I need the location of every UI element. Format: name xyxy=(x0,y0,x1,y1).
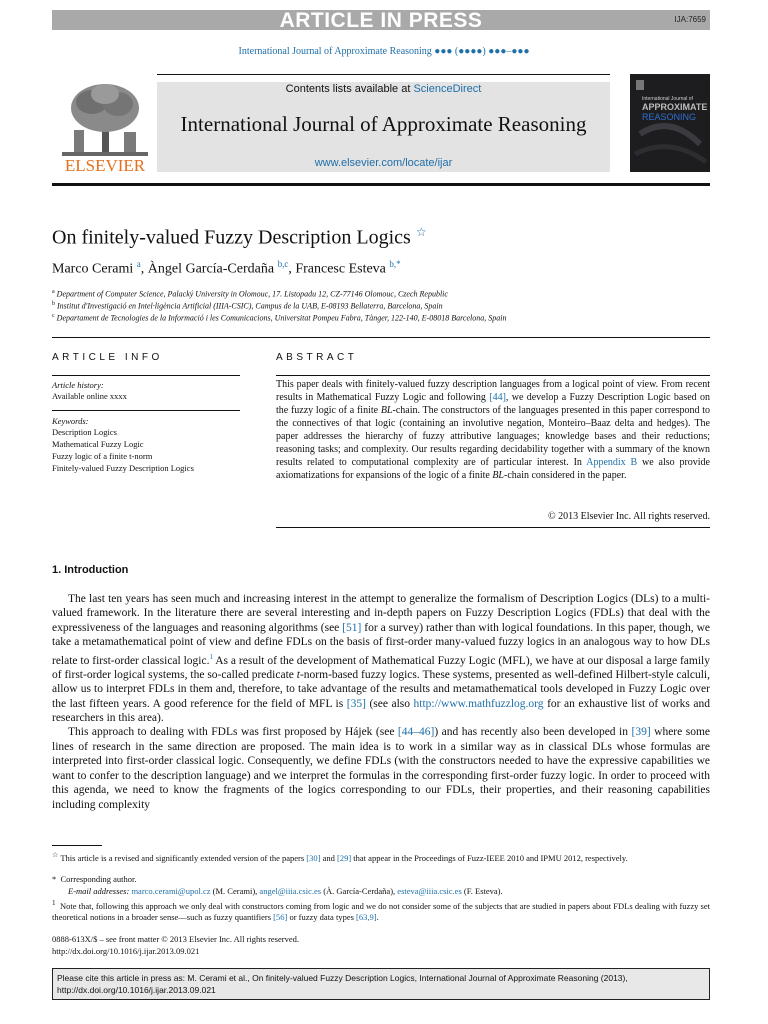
keyword: Mathematical Fuzzy Logic xyxy=(52,439,144,449)
text-run: Note that, following this approach we only deal with constructors coming from logic and we do not consider some of the subjects that are studied in papers about FDLs dealing with fuzzy set theoretical notions in a broader sense—such as fuzzy quantifiers xyxy=(52,900,710,923)
keywords-rule xyxy=(52,410,240,411)
sciencedirect-link[interactable]: ScienceDirect xyxy=(413,83,482,95)
masthead-thick-rule xyxy=(52,183,710,186)
author-affiliation-mark[interactable]: a xyxy=(136,259,141,269)
elsevier-wordmark: ELSEVIER xyxy=(64,156,146,175)
email-link[interactable]: angel@iiia.csic.es xyxy=(259,886,322,896)
keyword: Description Logics xyxy=(52,427,117,437)
reference-link[interactable]: [39] xyxy=(631,726,651,739)
text-run: or fuzzy data types xyxy=(287,912,357,923)
front-rule xyxy=(52,337,710,338)
section-heading: 1. Introduction xyxy=(52,564,129,576)
text-run: Corresponding author. xyxy=(60,874,137,884)
text-run: The last ten years has seen much and increasing interest in the attempt to generalize the formalism of Description Logics (DLs) to a multi-valued framework. In the literature there are several interesting and in-depth papers on Fuzzy Description Logics (FDLs) that deal with the expressiveness of the languages and reasoning algorithms (see xyxy=(52,593,710,634)
reference-link[interactable]: [44–46] xyxy=(397,726,435,739)
footnote-star xyxy=(52,850,710,864)
abstract-rule xyxy=(276,375,710,376)
affiliation-c xyxy=(52,313,506,323)
text-run: (M. Cerami), xyxy=(210,886,260,896)
reference-link[interactable]: [56] xyxy=(273,912,288,923)
text-run: that appear in the Proceedings of Fuzz-IEEE 2010 and IPMU 2012, respectively. xyxy=(351,852,628,863)
history-label: Article history: xyxy=(52,380,104,390)
affiliation-text: Institut d'Investigació en Intel·ligència Artificial (IIIA-CSIC), Campus de la UAB, E-08193 Bellaterra, Barcelona, Spain xyxy=(57,301,443,311)
affiliation-mark: c xyxy=(52,313,55,319)
reference-link[interactable]: [29] xyxy=(337,852,352,863)
keywords-label: Keywords: xyxy=(52,416,89,426)
journal-citation-line[interactable]: International Journal of Approximate Reasoning ●●● (●●●●) ●●●–●●● xyxy=(238,46,530,57)
abstract-text-run: , we develop a Fuzzy Description Logic based on the fuzzy logic of a finite xyxy=(276,392,710,416)
abstract-bottom-rule xyxy=(276,527,710,528)
abstract-text-run: we also provide axiomatizations for expansions of the logic of a finite xyxy=(276,457,710,481)
doi-link[interactable]: http://dx.doi.org/10.1016/j.ijar.2013.09.021 xyxy=(52,946,200,956)
abstract-text-run: BL xyxy=(492,470,504,481)
elsevier-logo xyxy=(52,80,158,175)
article-in-press-banner xyxy=(52,10,710,30)
text-run: t xyxy=(296,668,300,681)
issn-line: 0888-613X/$ – see front matter © 2013 Elsevier Inc. All rights reserved. xyxy=(52,934,299,944)
affiliation-mark: a xyxy=(52,289,55,295)
citation-doi[interactable]: http://dx.doi.org/10.1016/j.ijar.2013.09.021 xyxy=(57,985,216,995)
reference-link[interactable]: [63,9] xyxy=(356,912,377,923)
text-run: ) and has recently also been developed in xyxy=(434,726,632,739)
paper-title-text: On finitely-valued Fuzzy Description Logics xyxy=(52,226,411,249)
footnote-emails xyxy=(68,886,710,898)
citation-box xyxy=(52,968,710,1000)
journal-masthead xyxy=(157,82,610,172)
contents-line xyxy=(157,83,610,95)
text-run: (À. García-Cerdaña), xyxy=(321,886,398,896)
paragraph xyxy=(52,592,710,725)
contents-prefix: Contents lists available at xyxy=(285,83,414,95)
text-run: . xyxy=(376,912,379,923)
elsevier-tree-icon xyxy=(52,80,158,158)
keyword: Finitely-valued Fuzzy Description Logics xyxy=(52,463,194,473)
footnote-mark: * xyxy=(52,874,57,884)
abstract-text xyxy=(276,378,710,482)
reference-link[interactable]: [30] xyxy=(306,852,321,863)
text-run: As a result of the development of Mathematical Fuzzy Logic (MFL), we have at our disposal a large family of first-order logical systems, the so-called predicate xyxy=(52,654,710,681)
reference-link[interactable]: [51] xyxy=(342,621,362,634)
cover-line-3: REASONING xyxy=(642,112,697,122)
text-run: (see also xyxy=(365,697,414,710)
text-run: E-mail addresses: xyxy=(68,886,130,896)
journal-url-link[interactable]: www.elsevier.com/locate/ijar xyxy=(314,157,453,169)
author-affiliation-mark[interactable]: b,* xyxy=(389,259,401,269)
paper-title xyxy=(52,225,427,250)
journal-cover-image xyxy=(630,74,710,172)
text-run: (F. Esteva). xyxy=(461,886,503,896)
footnote-1 xyxy=(52,898,710,924)
footnote-mark: 1 xyxy=(52,899,56,907)
abstract-text-run: -chain considered in the paper. xyxy=(504,470,627,481)
cover-line-2: APPROXIMATE xyxy=(642,102,708,112)
cover-art-icon xyxy=(630,74,710,172)
banner-title: ARTICLE IN PRESS xyxy=(279,9,483,32)
journal-title: International Journal of Approximate Reasoning xyxy=(180,112,587,136)
mathfuzzlog-link[interactable]: http://www.mathfuzzlog.org xyxy=(413,697,544,710)
reference-link[interactable]: [35] xyxy=(346,697,366,710)
section-body xyxy=(52,592,710,812)
author-affiliation-mark[interactable]: b,c xyxy=(277,259,289,269)
abstract-text-run: -chain. The constructors of the languages presented in this paper correspond to the connectives of that logic (containing an involutive negation, Monteiro–Baaz delta and hedges). The paper addresses the hierarchy of fuzzy attributive languages; knowledge bases and their reductions; reasoning tasks; and complexity. Our results regarding decidability together with a summary of the known results related to computational complexity are of particular interest. In xyxy=(276,405,711,468)
copyright-notice: © 2013 Elsevier Inc. All rights reserved. xyxy=(547,511,710,522)
author-list: Marco Cerami $^a$, Àngel García-Cerdaña $^{b,c}$, Francesc Esteva $^{b,*}$ xyxy=(52,259,401,277)
article-code: IJA:7659 xyxy=(674,15,706,24)
footnote-link[interactable]: 1 xyxy=(209,652,213,661)
text-run: for an exhaustive list of works and researchers in this area). xyxy=(52,697,710,725)
author-name: Àngel García-Cerdaña xyxy=(147,261,275,277)
title-footnote-star[interactable]: ☆ xyxy=(415,225,427,239)
affiliation-text: Departament de Tecnologies de la Informació i les Comunicacions, Universitat Pompeu Fabra, Tànger, 122-140, E-08018 Barcelona, Spain xyxy=(56,313,507,323)
history-value: Available online xxxx xyxy=(52,391,127,401)
author-name: Francesc Esteva xyxy=(295,261,386,277)
email-link[interactable]: esteva@iiia.csic.es xyxy=(397,886,462,896)
abstract-heading: ABSTRACT xyxy=(276,352,358,363)
article-info-heading: ARTICLE INFO xyxy=(52,352,163,363)
text-run: for a survey) rather than with logical foundations. In this paper, though, we take a metamathematical point of view and define FDLs on the basis of first-order many-valued fuzzy logics in an analogous way to how DLs relate to first-order classical logic. xyxy=(52,621,710,667)
cover-line-1: International Journal of xyxy=(642,96,693,102)
text-run: and xyxy=(320,852,337,863)
affiliation-a xyxy=(52,289,448,299)
text-run: -norm-based fuzzy logics. These systems, presented as well-defined Hilbert-style calculi, allow us to interpret FDLs in them and, therefore, to take advantage of the results and metamathematical tools developed in Fuzzy Logic over the last fifteen years. A good reference for the field of MFL is xyxy=(52,668,710,710)
abstract-text-run: BL xyxy=(380,405,393,416)
keyword: Fuzzy logic of a finite t-norm xyxy=(52,451,153,461)
affiliation-mark: b xyxy=(52,301,55,307)
affiliation-b xyxy=(52,301,443,311)
text-run: This article is a revised and significantly extended version of the papers xyxy=(60,852,307,863)
text-run: This approach to dealing with FDLs was first proposed by Hájek (see xyxy=(68,726,398,739)
appendix-link[interactable]: Appendix B xyxy=(586,457,638,468)
email-link[interactable]: marco.cerami@upol.cz xyxy=(131,886,211,896)
paragraph xyxy=(52,725,710,811)
article-info-rule xyxy=(52,375,240,376)
affiliation-text: Department of Computer Science, Palacký University in Olomouc, 17. Listopadu 12, CZ-77146 Olomouc, Czech Republic xyxy=(56,289,448,299)
reference-link[interactable]: [44] xyxy=(489,392,506,403)
citation-text xyxy=(57,972,705,996)
footnote-mark: ☆ xyxy=(52,851,59,859)
abstract-text-run: This paper deals with finitely-valued fuzzy description languages from a logical point of view. From recent results in Mathematical Fuzzy Logic and following xyxy=(276,379,710,403)
author-name: Marco Cerami xyxy=(52,261,134,277)
masthead-top-rule xyxy=(157,74,610,75)
footnote-corresponding xyxy=(52,874,710,886)
text-run: where some lines of research in the same direction are proposed. The main idea is to work in a similar way as in classical DLs whose formulas are interpreted into first-order classical logic. Consequently, we define FDLs (with the constructors needed to have the expressive capabilities we want to confer to the description language) and we interpret the formulas in the corresponding first-order fuzzy logic. In order to proceed with this agenda, we need to know the fragments of the logics corresponding to our FDLs, their properties, and their reasoning capabilities including complexity xyxy=(52,726,710,811)
footnote-rule xyxy=(52,845,102,846)
citation-line: Please cite this article in press as: M. Cerami et al., On finitely-valued Fuzzy Description Logics, International Journal of Approximate Reasoning (2013), xyxy=(57,973,628,983)
